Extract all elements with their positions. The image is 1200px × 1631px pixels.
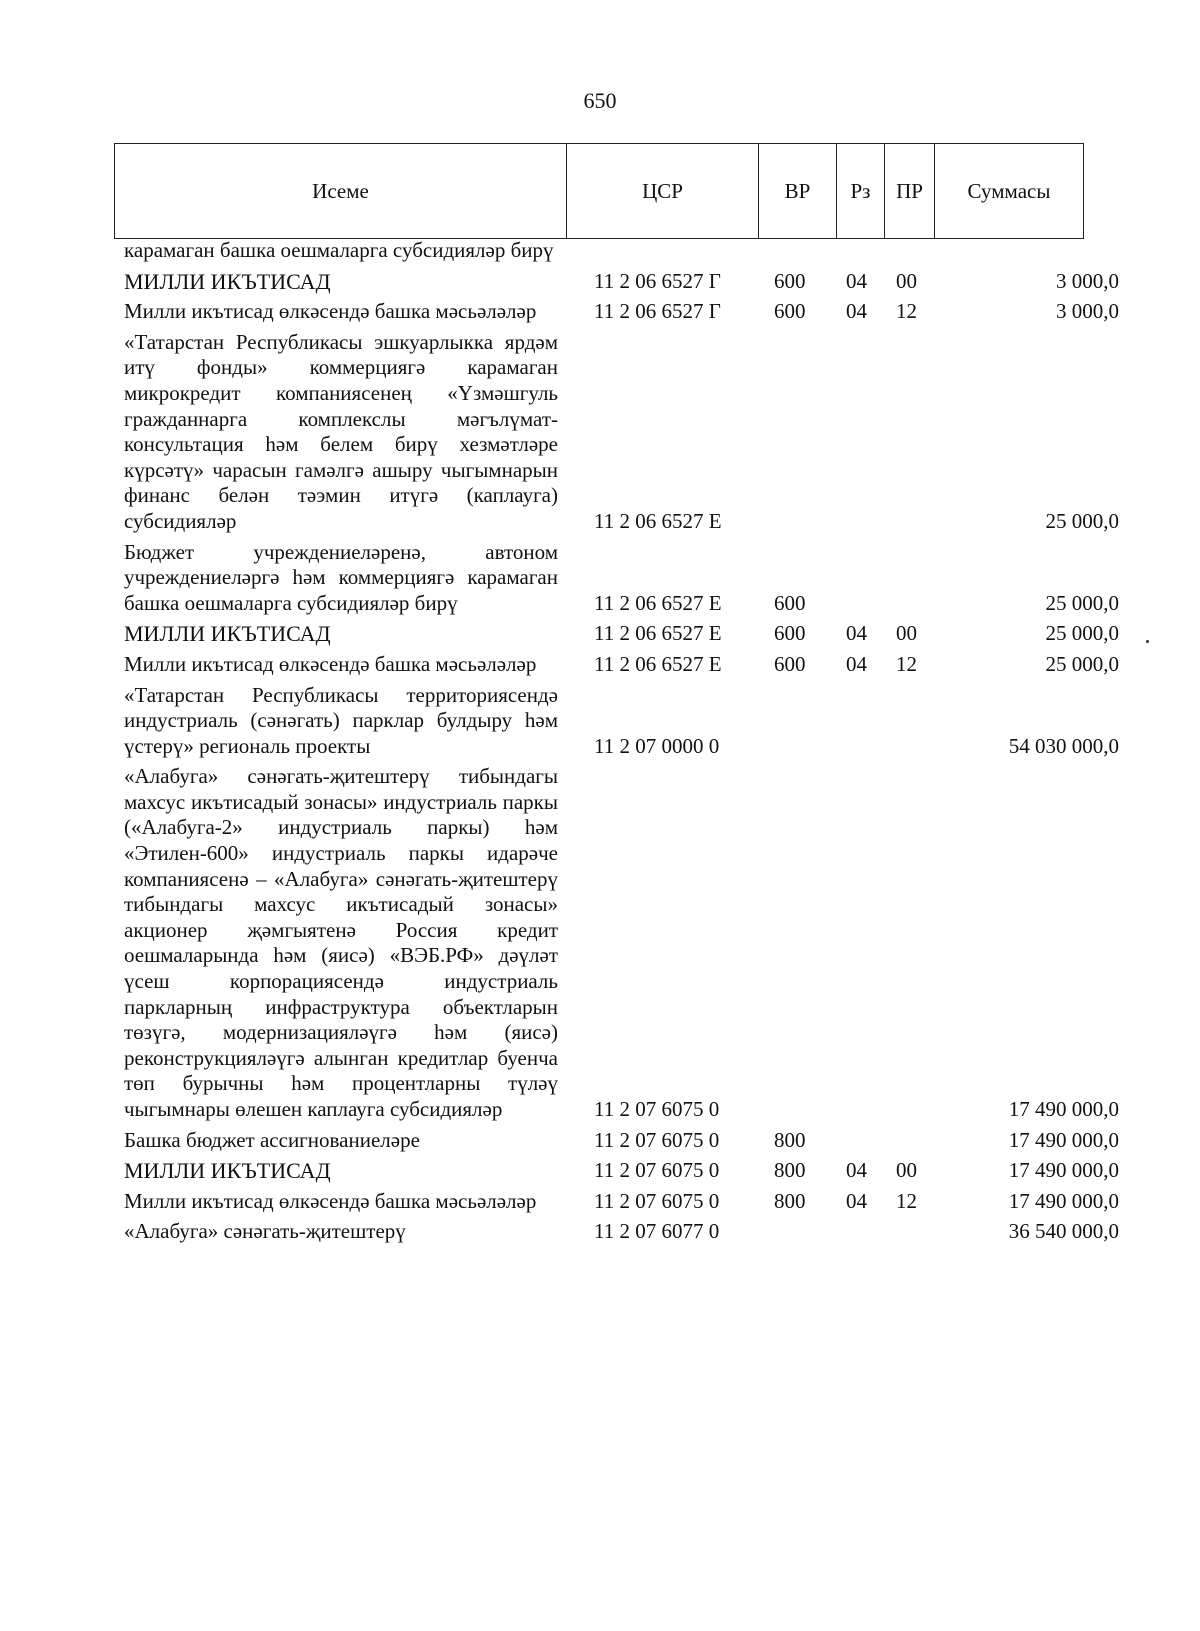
row-sum: 54 030 000,0 [1008, 733, 1119, 758]
row-name: «Татарстан Республикасы эшкуарлыкка ярдәм итү фонды» коммерциягә карамаган микрокредит компаниясенең «Үзмәшгуль гражданнарга комплекслы мәгълүмат-консультация һәм белем бирү хезмәтләре күрсәтү» чарасын гамәлгә ашыру чыгымнарын финанс белән тәэмин итүгә (каплауга) субсидияләр [124, 329, 558, 533]
row-vr: 600 [774, 268, 806, 293]
row-name: Башка бюджет ассигнованиеләре [124, 1127, 420, 1152]
row-name: МИЛЛИ ИКЪТИСАД [124, 1158, 331, 1184]
row-sum: 17 490 000,0 [1008, 1158, 1119, 1183]
row-csr: 11 2 06 6527 Е [594, 508, 722, 533]
table-row [124, 299, 1119, 325]
row-vr: 600 [774, 590, 806, 615]
row-sum: 36 540 000,0 [1008, 1219, 1119, 1244]
scan-speck [1146, 640, 1149, 643]
column-header-name: Исеме [115, 144, 567, 238]
row-rz: 04 [846, 1158, 867, 1183]
row-sum: 25 000,0 [1045, 621, 1119, 646]
row-name: «Алабуга» сәнәгать-җитештерү [124, 1219, 406, 1244]
row-vr: 800 [774, 1188, 806, 1213]
row-name: «Алабуга» сәнәгать-җитештерү тибындагы махсус икътисадый зонасы» индустриаль паркы («Алабуга-2» индустриаль паркы) һәм «Этилен-600» индустриаль паркы идарәче компаниясенә – «Алабуга» сәнәгать-җитештерү тибындагы махсус икътисадый зонасы» акционер җәмгыятенә Россия кредит оешмаларында һәм (яисә) «ВЭБ.РФ» дәүләт үсеш корпорациясендә индустриаль паркларның инфраструктура объектларын төзүгә, модернизацияләүгә һәм (яисә) реконструкцияләүгә алынган кредитлар буенча төп бурычны һәм процентларны түләү чыгымнары өлешен каплауга субсидияләр [124, 764, 558, 1121]
row-csr: 11 2 06 6527 Г [594, 299, 721, 324]
row-vr: 800 [774, 1158, 806, 1183]
row-rz: 04 [846, 299, 867, 324]
row-name: Милли икътисад өлкәсендә башка мәсьәләләр [124, 299, 537, 324]
row-name: Милли икътисад өлкәсендә башка мәсьәләләр [124, 651, 537, 676]
row-csr: 11 2 06 6527 Е [594, 590, 722, 615]
row-pr: 00 [896, 268, 917, 293]
row-name: МИЛЛИ ИКЪТИСАД [124, 621, 331, 647]
table-row [124, 1158, 1119, 1184]
table-row [124, 1219, 1119, 1245]
row-pr: 12 [896, 299, 917, 324]
row-pr: 12 [896, 651, 917, 676]
row-rz: 04 [846, 1188, 867, 1213]
table-row [124, 764, 1119, 1122]
column-header-csr: ЦСР [567, 144, 759, 238]
row-vr: 600 [774, 299, 806, 324]
row-csr: 11 2 07 6075 0 [594, 1127, 720, 1152]
row-sum: 25 000,0 [1045, 508, 1119, 533]
row-sum: 25 000,0 [1045, 651, 1119, 676]
row-sum: 3 000,0 [1056, 268, 1119, 293]
row-rz: 04 [846, 268, 867, 293]
row-name: МИЛЛИ ИКЪТИСАД [124, 268, 331, 294]
table-row [124, 238, 1119, 264]
row-csr: 11 2 06 6527 Е [594, 651, 722, 676]
row-name: карамаган башка оешмаларга субсидияләр бирү [124, 238, 554, 262]
row-sum: 17 490 000,0 [1008, 1097, 1119, 1121]
table-header [114, 143, 1084, 239]
row-csr: 11 2 06 6527 Е [594, 621, 722, 646]
row-csr: 11 2 07 6075 0 [594, 1158, 720, 1183]
row-vr: 600 [774, 621, 806, 646]
table-row [124, 540, 1119, 617]
row-pr: 00 [896, 621, 917, 646]
column-header-rz: Рз [837, 144, 885, 238]
row-csr: 11 2 07 0000 0 [594, 733, 720, 758]
row-csr: 11 2 07 6075 0 [594, 1188, 720, 1213]
row-rz: 04 [846, 621, 867, 646]
row-vr: 800 [774, 1127, 806, 1152]
row-name: Милли икътисад өлкәсендә башка мәсьәләләр [124, 1188, 537, 1213]
page-number: 650 [583, 88, 617, 113]
table-body [124, 238, 1119, 1250]
row-rz: 04 [846, 651, 867, 676]
row-csr: 11 2 07 6075 0 [594, 1097, 720, 1121]
row-sum: 17 490 000,0 [1008, 1188, 1119, 1213]
row-name: «Татарстан Республикасы территориясендә индустриаль (сәнәгать) парклар булдыру һәм үстерү» региональ проекты [124, 682, 558, 758]
table-row [124, 1189, 1119, 1215]
row-pr: 00 [896, 1158, 917, 1183]
column-header-vr: ВР [759, 144, 837, 238]
table-row [124, 269, 1119, 295]
column-header-pr: ПР [885, 144, 935, 238]
row-sum: 3 000,0 [1056, 299, 1119, 324]
table-row [124, 621, 1119, 647]
table-row [124, 652, 1119, 678]
row-csr: 11 2 07 6077 0 [594, 1219, 720, 1244]
row-csr: 11 2 06 6527 Г [594, 268, 721, 293]
row-pr: 12 [896, 1188, 917, 1213]
row-name: Бюджет учреждениеләренә, автоном учреждениеләргә һәм коммерциягә карамаган башка оешмаларга субсидияләр бирү [124, 539, 558, 615]
table-row [124, 330, 1119, 535]
row-sum: 17 490 000,0 [1008, 1127, 1119, 1152]
row-vr: 600 [774, 651, 806, 676]
row-sum: 25 000,0 [1045, 590, 1119, 615]
table-row [124, 1128, 1119, 1154]
column-header-sum: Суммасы [967, 178, 1051, 203]
table-row [124, 683, 1119, 760]
